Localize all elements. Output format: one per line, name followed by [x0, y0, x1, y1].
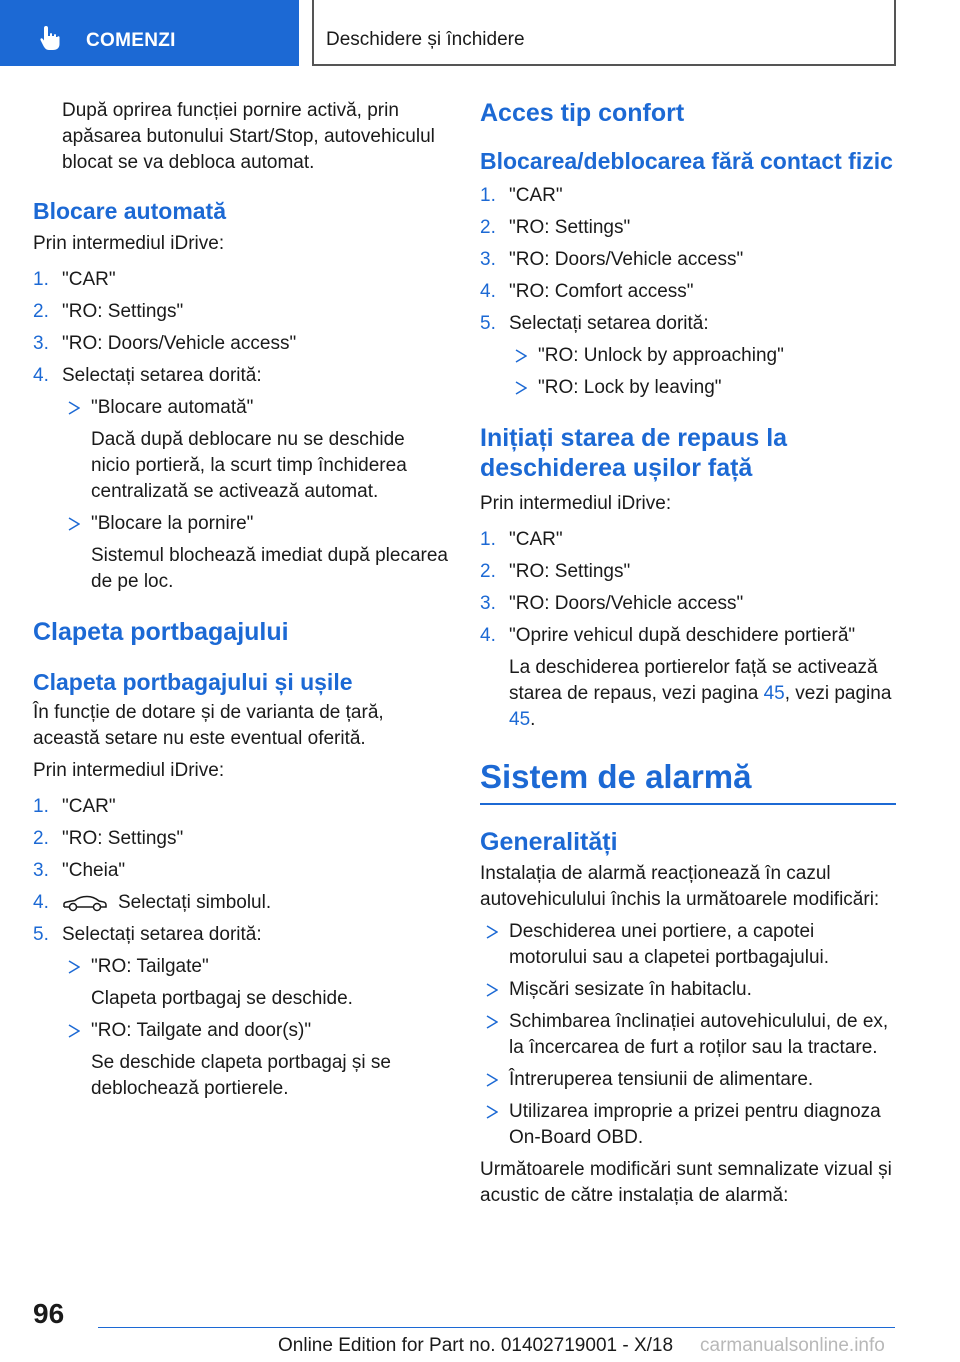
list-number: 4.	[33, 365, 49, 386]
availability-note: În funcție de dotare și de varianta de țară, această setare nu este eventual oferită.	[33, 702, 384, 749]
bullet-item	[480, 1067, 896, 1093]
menu-step: Selectați setarea dorită:	[509, 313, 709, 334]
menu-step: "RO: Settings"	[509, 217, 631, 238]
idrive-path-text: Prin intermediul iDrive:	[480, 493, 672, 514]
list-number: 5.	[480, 313, 496, 334]
triangle-bullet-icon	[480, 977, 509, 1003]
heading-comfort-access: Acces tip confort	[480, 99, 685, 127]
option-item	[62, 511, 449, 595]
menu-step: Selectați setarea dorită:	[62, 924, 262, 945]
option-item	[62, 1018, 449, 1102]
list-item	[480, 183, 896, 209]
heading-keyless: Blocarea/deblocarea fără contact fizic	[480, 148, 893, 174]
list-number: 5.	[33, 924, 49, 945]
list-item	[33, 299, 449, 325]
option-item	[62, 395, 449, 505]
heading-tailgate-doors: Clapeta portbagajului și ușile	[33, 669, 353, 695]
list-number: 4.	[480, 625, 496, 646]
triangle-bullet-icon	[62, 1018, 91, 1102]
list-item	[480, 527, 896, 553]
chapter-label: COMENZI	[86, 30, 176, 51]
menu-step: "RO: Settings"	[509, 561, 631, 582]
option-list	[480, 343, 896, 401]
menu-step: "RO: Doors/Vehicle access"	[509, 249, 744, 270]
option-description: Sistemul blochează imediat după plecarea de pe loc.	[91, 545, 448, 592]
list-number: 2.	[480, 217, 496, 238]
heading-alarm-system: Sistem de alarmă	[480, 757, 896, 805]
page-link[interactable]: 45	[763, 683, 785, 704]
list-number: 3.	[33, 860, 49, 881]
menu-step: "RO: Comfort access"	[509, 281, 694, 302]
list-item	[480, 559, 896, 585]
section-label: Deschidere și închidere	[326, 29, 525, 50]
description-text: .	[530, 709, 536, 730]
menu-step: "Oprire vehicul după deschidere portieră"	[509, 625, 856, 646]
option-label: "Blocare la pornire"	[91, 513, 254, 534]
list-item	[33, 826, 449, 852]
footer-divider	[98, 1327, 895, 1328]
triangle-bullet-icon	[509, 343, 538, 369]
option-item	[509, 375, 896, 401]
list-item	[33, 363, 449, 389]
option-label: "RO: Unlock by approaching"	[538, 345, 784, 366]
list-item	[480, 591, 896, 617]
left-column	[33, 98, 449, 1102]
option-label: "Blocare automată"	[91, 397, 254, 418]
triangle-bullet-icon	[480, 1067, 509, 1093]
triangle-bullet-icon	[480, 1099, 509, 1151]
list-item	[33, 794, 449, 820]
menu-step: Selectați simbolul.	[118, 892, 272, 913]
alarm-intro: Instalația de alarmă reacționează în cazul autovehiculului închis la următoarele modificări:	[480, 863, 880, 910]
bullet-text: Utilizarea improprie a prizei pentru diagnoza On-Board OBD.	[509, 1101, 881, 1148]
menu-step: "CAR"	[62, 796, 116, 817]
list-number: 4.	[33, 892, 49, 913]
list-number: 2.	[33, 828, 49, 849]
standby-description	[509, 655, 896, 733]
menu-step: "CAR"	[62, 269, 116, 290]
section-tab[interactable]	[312, 0, 896, 66]
triangle-bullet-icon	[62, 395, 91, 505]
list-number: 1.	[480, 529, 496, 550]
option-description: Clapeta portbagaj se deschide.	[91, 988, 353, 1009]
heading-tailgate: Clapeta portbagajului	[33, 618, 289, 646]
right-column	[480, 98, 896, 1209]
list-number: 3.	[480, 249, 496, 270]
option-list	[33, 954, 449, 1102]
list-number: 2.	[480, 561, 496, 582]
option-item	[509, 343, 896, 369]
menu-step: "CAR"	[509, 529, 563, 550]
heading-general: Generalități	[480, 828, 618, 856]
intro-paragraph: După oprirea funcției pornire activă, prin apăsarea butonului Start/Stop, autovehiculul blocat se va debloca automat.	[62, 100, 435, 173]
hand-pointer-icon	[38, 24, 64, 52]
option-label: "RO: Tailgate and door(s)"	[91, 1020, 312, 1041]
list-item	[33, 331, 449, 357]
idrive-path-text: Prin intermediul iDrive:	[33, 233, 225, 254]
bullet-item	[480, 977, 896, 1003]
menu-step: "CAR"	[509, 185, 563, 206]
triangle-bullet-icon	[480, 919, 509, 971]
list-number: 2.	[33, 301, 49, 322]
bullet-text: Întreruperea tensiunii de alimentare.	[509, 1069, 814, 1090]
list-item	[480, 623, 896, 733]
alarm-outro: Următoarele modificări sunt semnalizate vizual și acustic de către instalația de alarmă:	[480, 1159, 892, 1206]
triangle-bullet-icon	[480, 1009, 509, 1061]
list-item	[33, 922, 449, 948]
list-item	[480, 247, 896, 273]
watermark-text: carmanualsonline.info	[700, 1335, 885, 1356]
bullet-text: Deschiderea unei portiere, a capotei motorului sau a clapetei portbagajului.	[509, 921, 830, 968]
heading-auto-lock: Blocare automată	[33, 198, 227, 224]
list-number: 1.	[480, 185, 496, 206]
option-item	[62, 954, 449, 1012]
list-item	[33, 858, 449, 884]
chapter-tab[interactable]	[0, 0, 299, 66]
triangle-bullet-icon	[509, 375, 538, 401]
menu-step: "Cheia"	[62, 860, 126, 881]
triangle-bullet-icon	[62, 511, 91, 595]
bullet-text: Mișcări sesizate în habitaclu.	[509, 979, 752, 1000]
idrive-path-text: Prin intermediul iDrive:	[33, 760, 225, 781]
car-outline-icon	[62, 894, 108, 912]
menu-step: "RO: Settings"	[62, 301, 184, 322]
option-list	[33, 395, 449, 595]
list-item	[33, 890, 449, 916]
option-label: "RO: Lock by leaving"	[538, 377, 722, 398]
page-link[interactable]: 45	[509, 709, 531, 730]
menu-step: "RO: Doors/Vehicle access"	[509, 593, 744, 614]
heading-standby: Inițiați starea de repaus la deschiderea ușilor față	[480, 424, 788, 482]
option-description: Se deschide clapeta portbagaj și se deblochează portierele.	[91, 1052, 391, 1099]
description-text: La deschiderea portierelor față se activează starea de repaus, vezi pagina	[509, 657, 878, 704]
page-header	[0, 0, 960, 66]
menu-step: "RO: Doors/Vehicle access"	[62, 333, 297, 354]
list-item	[480, 311, 896, 337]
page-number: 96	[33, 1298, 65, 1329]
list-number: 4.	[480, 281, 496, 302]
list-item	[33, 267, 449, 293]
bullet-item	[480, 1009, 896, 1061]
list-item	[480, 279, 896, 305]
option-description: Dacă după deblocare nu se deschide nicio portieră, la scurt timp închiderea centralizată se activează automat.	[91, 429, 407, 502]
list-number: 1.	[33, 269, 49, 290]
menu-step: Selectați setarea dorită:	[62, 365, 262, 386]
triangle-bullet-icon	[62, 954, 91, 1012]
list-number: 3.	[480, 593, 496, 614]
edition-text: Online Edition for Part no. 01402719001 - X/18	[278, 1335, 674, 1356]
list-number: 3.	[33, 333, 49, 354]
bullet-item	[480, 919, 896, 971]
description-text: , vezi pagina	[784, 683, 892, 704]
list-item	[480, 215, 896, 241]
bullet-text: Schimbarea înclinației autovehiculului, de ex, la încercarea de furt a roților sau la tractare.	[509, 1011, 889, 1058]
option-label: "RO: Tailgate"	[91, 956, 209, 977]
list-number: 1.	[33, 796, 49, 817]
bullet-item	[480, 1099, 896, 1151]
menu-step: "RO: Settings"	[62, 828, 184, 849]
